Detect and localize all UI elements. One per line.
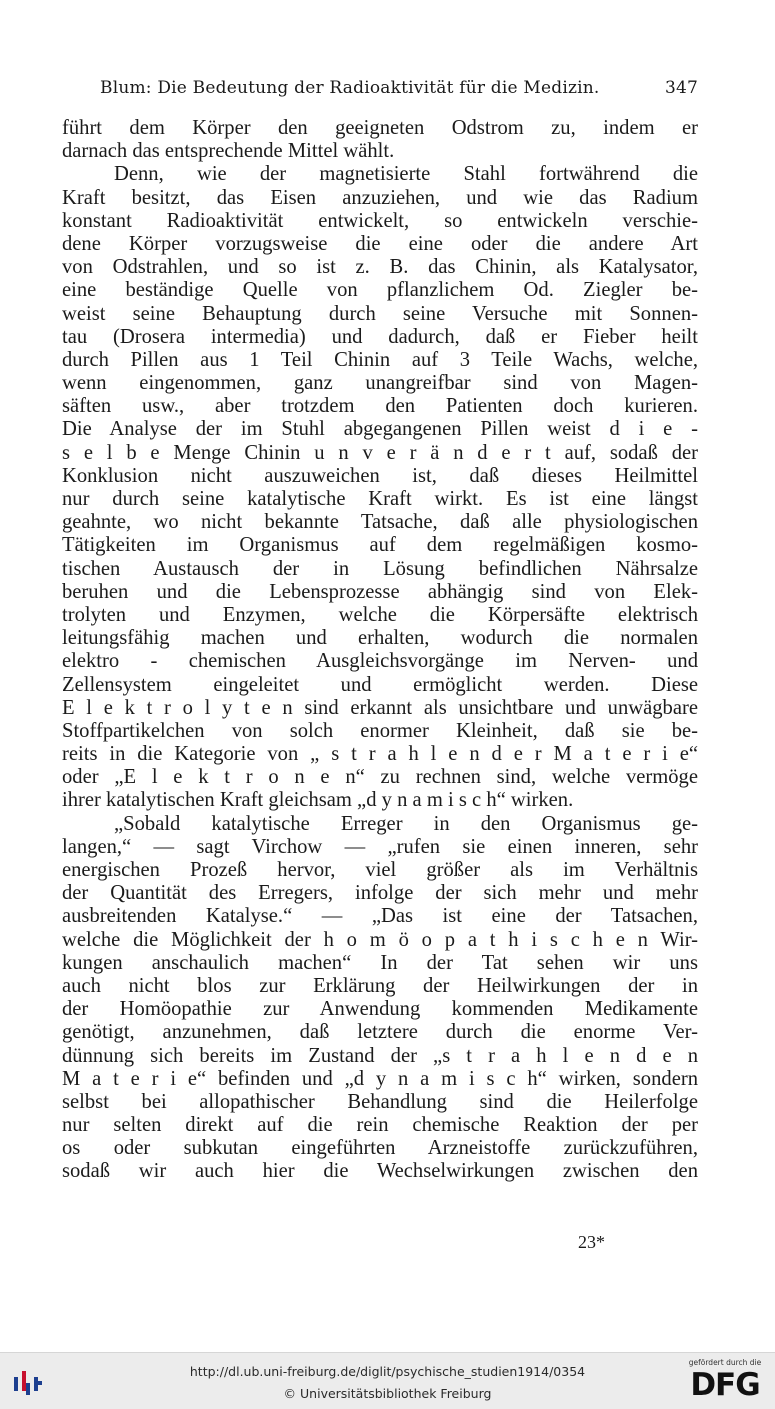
body-text	[62, 117, 698, 1184]
text-line: ausbreitenden Katalyse.“ — „Das ist eine der Tatsachen,	[62, 905, 698, 928]
text-line: der Quantität des Erregers, infolge der sich mehr und mehr	[62, 882, 698, 905]
text-line: oder „E l e k t r o n e n“ zu rechnen sind, welche vermöge	[62, 766, 698, 789]
text-line: beruhen und die Lebensprozesse abhängig sind von Elek-	[62, 580, 698, 603]
text-line: geahnte, wo nicht bekannte Tatsache, daß alle physiologischen	[62, 511, 698, 534]
text-line: konstant Radioaktivität entwickelt, so entwickeln verschie-	[62, 209, 698, 232]
text-line: M a t e r i e“ befinden und „d y n a m i s c h“ wirken, sondern	[62, 1067, 698, 1090]
text-line: dünnung sich bereits im Zustand der „s t r a h l e n d e n	[62, 1044, 698, 1067]
text-line: kungen anschaulich machen“ In der Tat sehen wir uns	[62, 951, 698, 974]
text-line: dene Körper vorzugsweise die eine oder die andere Art	[62, 232, 698, 255]
text-line: der Homöopathie zur Anwendung kommenden Medikamente	[62, 998, 698, 1021]
dfg-logo[interactable]	[683, 1358, 767, 1406]
text-line: durch Pillen aus 1 Teil Chinin auf 3 Teile Wachs, welche,	[62, 348, 698, 371]
viewer-footer	[0, 1352, 775, 1409]
text-line: elektro - chemischen Ausgleichsvorgänge im Nerven- und	[62, 650, 698, 673]
text-line: Tätigkeiten im Organismus auf dem regelmäßigen kosmo-	[62, 534, 698, 557]
document-url[interactable]: http://dl.ub.uni-freiburg.de/diglit/psychische_studien1914/0354	[189, 1364, 586, 1379]
text-line: Zellensystem eingeleitet und ermöglicht werden. Diese	[62, 673, 698, 696]
text-line: weist seine Behauptung durch seine Versuche mit Sonnen-	[62, 302, 698, 325]
text-line: welche die Möglichkeit der h o m ö o p a t h i s c h e n Wir-	[62, 928, 698, 951]
text-line: langen,“ — sagt Virchow — „rufen sie einen inneren, sehr	[62, 835, 698, 858]
text-line: Denn, wie der magnetisierte Stahl fortwährend die	[114, 163, 698, 186]
text-line: von Odstrahlen, und so ist z. B. das Chinin, als Katalysator,	[62, 256, 698, 279]
text-line: ihrer katalytischen Kraft gleichsam „d y n a m i s c h“ wirken.	[62, 789, 574, 812]
text-line: auch nicht blos zur Erklärung der Heilwirkungen der in	[62, 974, 698, 997]
text-line: darnach das entsprechende Mittel wählt.	[62, 140, 395, 163]
text-line: trolyten und Enzymen, welche die Körpersäfte elektrisch	[62, 603, 698, 626]
page-number: 347	[664, 78, 698, 98]
dfg-caption: gefördert durch die	[688, 1358, 762, 1367]
text-line: tischen Austausch der in Lösung befindlichen Nährsalze	[62, 557, 698, 580]
text-line: nur selten direkt auf die rein chemische Reaktion der per	[62, 1114, 698, 1137]
text-line: wenn eingenommen, ganz unangreifbar sind von Magen-	[62, 372, 698, 395]
text-line: nur durch seine katalytische Kraft wirkt. Es ist eine längst	[62, 488, 698, 510]
text-line: reits in die Kategorie von „ s t r a h l e n d e r M a t e r i e“	[62, 743, 698, 766]
text-line: Konklusion nicht auszuweichen ist, daß dieses Heilmittel	[62, 464, 698, 487]
running-title: Blum: Die Bedeutung der Radioaktivität für die Medizin.	[100, 78, 600, 98]
text-line: leitungsfähig machen und erhalten, wodurch die normalen	[62, 627, 698, 650]
copyright-notice: © Universitätsbibliothek Freiburg	[283, 1386, 492, 1401]
running-head	[62, 74, 698, 102]
text-line: säften usw., aber trotzdem den Patienten doch kurieren.	[62, 395, 698, 418]
text-line: Stoffpartikelchen von solch enormer Kleinheit, daß sie be-	[62, 719, 698, 742]
dfg-wordmark: DFG	[690, 1367, 760, 1403]
text-line: Kraft besitzt, das Eisen anzuziehen, und wie das Radium	[62, 186, 698, 209]
text-line: E l e k t r o l y t e n sind erkannt als unsichtbare und unwägbare	[62, 696, 698, 719]
text-line: „Sobald katalytische Erreger in den Organismus ge-	[114, 812, 698, 835]
text-line: genötigt, anzunehmen, daß letztere durch die enorme Ver-	[62, 1021, 698, 1044]
text-line: os oder subkutan eingeführten Arzneistoffe zurückzuführen,	[62, 1137, 698, 1160]
text-line: energischen Prozeß hervor, viel größer als im Verhältnis	[62, 859, 698, 881]
text-line: Die Analyse der im Stuhl abgegangenen Pillen weist d i e -	[62, 418, 698, 441]
text-line: führt dem Körper den geeigneten Odstrom zu, indem er	[62, 117, 698, 139]
text-line: sodaß wir auch hier die Wechselwirkungen zwischen den	[62, 1160, 698, 1183]
signature-mark: 23*	[578, 1232, 605, 1252]
text-line: s e l b e Menge Chinin u n v e r ä n d e r t auf, sodaß der	[62, 441, 698, 464]
text-line: eine beständige Quelle von pflanzlichem Od. Ziegler be-	[62, 279, 698, 302]
text-line: selbst bei allopathischer Behandlung sind die Heilerfolge	[62, 1090, 698, 1113]
text-line: tau (Drosera intermedia) und dadurch, daß er Fieber heilt	[62, 325, 698, 348]
